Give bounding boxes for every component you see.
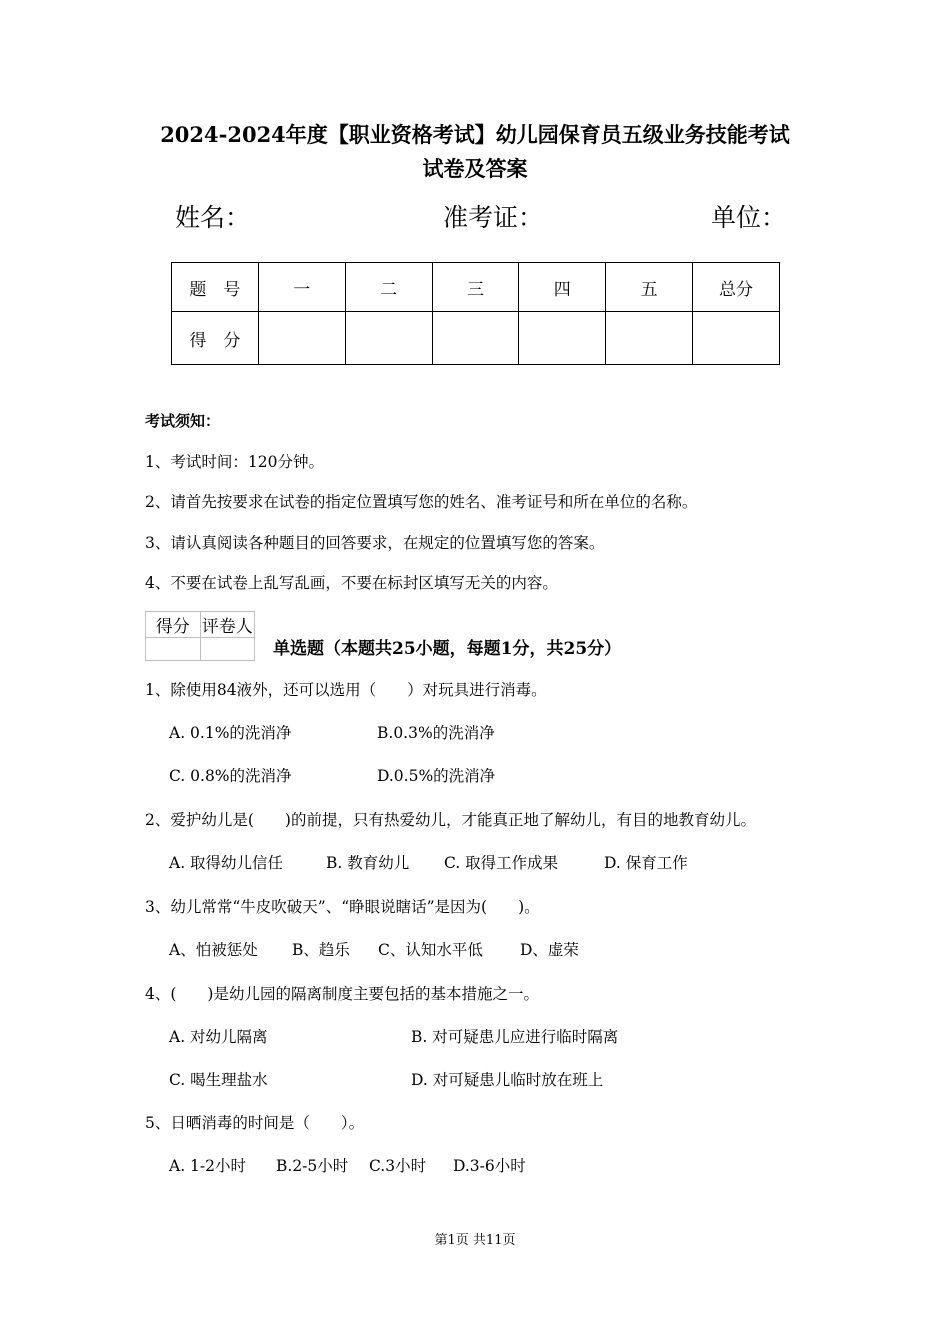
question-option[interactable]: A、怕被惩处 <box>169 941 258 959</box>
page-number: 第1页 共11页 <box>434 1233 516 1248</box>
question-stem: 5、日晒消毒的时间是（ ）。 <box>145 1114 365 1132</box>
question-option[interactable]: C. 取得工作成果 <box>444 854 559 872</box>
question-stem: 3、幼儿常常“牛皮吹破天”、“睁眼说瞎话”是因为( )。 <box>145 898 540 916</box>
question-stem: 2、爱护幼儿是( )的前提，只有热爱幼儿，才能真正地了解幼儿，有目的地教育幼儿。 <box>145 811 756 829</box>
score-table-score-row <box>172 312 780 365</box>
score-cell[interactable] <box>432 312 519 365</box>
score-cell[interactable] <box>519 312 606 365</box>
question-option[interactable]: D. 保育工作 <box>604 854 688 872</box>
question-option[interactable]: A. 1-2小时 <box>169 1157 247 1175</box>
score-table-col-total: 总分 <box>693 263 780 312</box>
score-table-header-row <box>172 263 780 312</box>
grader-box <box>145 611 255 661</box>
score-table-row-header: 题 号 <box>172 263 259 312</box>
question-option[interactable]: D. 对可疑患儿临时放在班上 <box>411 1071 604 1089</box>
question-option[interactable]: B.2-5小时 <box>276 1157 349 1175</box>
question-option[interactable]: A. 0.1%的洗消净 <box>169 724 292 742</box>
exam-id-label: 准考证： <box>443 203 544 232</box>
grader-score-label: 得分 <box>146 612 201 638</box>
question-option[interactable]: D.0.5%的洗消净 <box>377 767 496 785</box>
unit-label: 单位： <box>711 203 787 232</box>
question-option[interactable]: D、虚荣 <box>520 941 579 959</box>
question-option[interactable]: B. 教育幼儿 <box>326 854 410 872</box>
question-option[interactable]: A. 对幼儿隔离 <box>169 1028 268 1046</box>
notice-item: 1、考试时间：120分钟。 <box>145 453 324 471</box>
score-cell[interactable] <box>606 312 693 365</box>
question-option[interactable]: C. 0.8%的洗消净 <box>169 767 292 785</box>
question-option[interactable]: D.3-6小时 <box>453 1157 526 1175</box>
grader-score-cell[interactable] <box>146 638 201 661</box>
question-option[interactable]: B.0.3%的洗消净 <box>377 724 495 742</box>
score-cell[interactable] <box>258 312 345 365</box>
document-title-line1: 2024-2024年度【职业资格考试】幼儿园保育员五级业务技能考试 <box>160 122 790 147</box>
score-table-score-label: 得 分 <box>172 312 259 365</box>
notice-title: 考试须知： <box>145 412 221 430</box>
score-table-col-2: 二 <box>345 263 432 312</box>
question-option[interactable]: C. 喝生理盐水 <box>169 1071 268 1089</box>
question-option[interactable]: B. 对可疑患儿应进行临时隔离 <box>411 1028 619 1046</box>
grader-name-cell[interactable] <box>200 638 255 661</box>
question-option[interactable]: C、认知水平低 <box>378 941 483 959</box>
grader-name-label: 评卷人 <box>200 612 255 638</box>
question-option[interactable]: A. 取得幼儿信任 <box>169 854 284 872</box>
score-table-col-4: 四 <box>519 263 606 312</box>
notice-item: 2、请首先按要求在试卷的指定位置填写您的姓名、准考证号和所在单位的名称。 <box>145 493 698 511</box>
document-title-line2: 试卷及答案 <box>422 156 528 181</box>
question-stem: 4、( )是幼儿园的隔离制度主要包括的基本措施之一。 <box>145 985 539 1003</box>
notice-item: 4、不要在试卷上乱写乱画，不要在标封区填写无关的内容。 <box>145 574 558 592</box>
score-cell-total[interactable] <box>693 312 780 365</box>
score-table-col-3: 三 <box>432 263 519 312</box>
notice-item: 3、请认真阅读各种题目的回答要求，在规定的位置填写您的答案。 <box>145 534 605 552</box>
question-option[interactable]: C.3小时 <box>369 1157 427 1175</box>
question-option[interactable]: B、趋乐 <box>292 941 350 959</box>
score-table <box>171 262 780 365</box>
section-title: 单选题（本题共25小题，每题1分，共25分） <box>273 639 622 659</box>
score-table-col-1: 一 <box>258 263 345 312</box>
name-label: 姓名： <box>175 203 251 232</box>
question-stem: 1、除使用84液外，还可以选用（ ）对玩具进行消毒。 <box>145 681 547 699</box>
score-cell[interactable] <box>345 312 432 365</box>
score-table-col-5: 五 <box>606 263 693 312</box>
